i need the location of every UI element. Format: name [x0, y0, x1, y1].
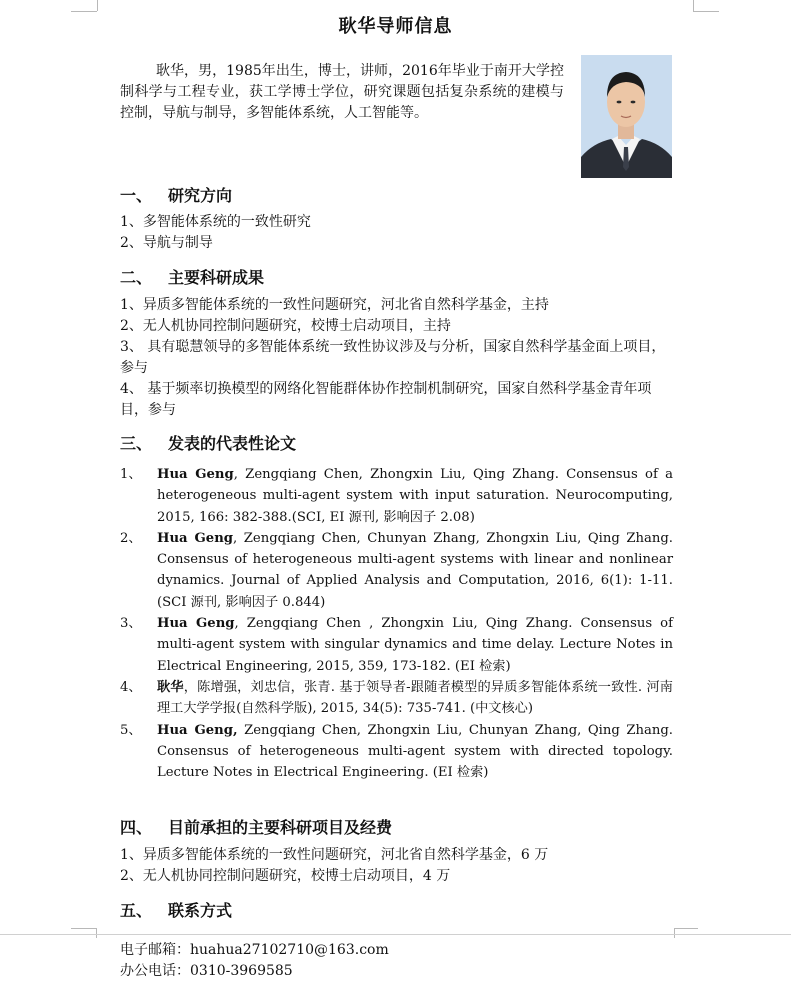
section-number: 二、 — [120, 268, 153, 287]
publication-item — [120, 677, 673, 720]
publication-author: 耿华 — [157, 679, 184, 695]
crop-mark-top-left — [97, 0, 98, 11]
publication-item — [120, 720, 673, 784]
publication-author: Hua Geng — [157, 616, 235, 632]
publication-author: Hua Geng, — [157, 722, 238, 738]
intro-paragraph: 耿华，男，1985年出生，博士，讲师，2016年毕业于南开大学控制科学与工程专业，获工学博士学位，研究课题包括复杂系统的建模与控制，导航与制导，多智能体系统，人工智能等。 — [120, 63, 564, 121]
publication-number: 1、 — [120, 467, 142, 482]
publication-citation: ，陈增强，刘忠信，张青. 基于领导者-跟随者模型的异质多智能体系统一致性. 河南理工大学学报(自然科学版), 2015, 34(5): 735-741. (中文核心) — [157, 679, 673, 717]
portrait-image — [581, 55, 672, 178]
section-title: 目前承担的主要科研项目及经费 — [168, 818, 393, 837]
publication-number: 2、 — [120, 530, 142, 546]
page-break-line — [0, 934, 791, 935]
publication-citation: , Zengqiang Chen, Zhongxin Liu, Qing Zhang. Consensus of a heterogeneous multi-agent system with input saturation. Neurocomputing, 2015, 166: 382-388.(SCI, EI 源刊, 影响因子 2.08) — [157, 467, 673, 525]
section-heading-contact — [120, 898, 232, 921]
achievement-item: 3、 具有聪慧领导的多智能体系统一致性协议涉及与分析，国家自然科学基金面上项目，参与 — [120, 339, 666, 376]
publication-citation: , Zengqiang Chen, Chunyan Zhang, Zhongxin Liu, Qing Zhang. Consensus of heterogeneous multi-agent systems with linear and nonlinear dynamics. Journal of Applied Analysis and Computation, 2016, 6(1): 1-11. (SCI 源刊, 影响因子 0.844) — [157, 530, 673, 610]
section-number: 三、 — [120, 434, 153, 453]
research-item: 2、导航与制导 — [120, 235, 213, 251]
crop-mark-bottom-right — [674, 928, 698, 938]
page-title: 耿华导师信息 — [338, 16, 453, 37]
publication-list — [120, 464, 673, 783]
publication-citation: Zengqiang Chen, Zhongxin Liu, Chunyan Zhang, Qing Zhang. Consensus of heterogeneous multi-agent system with directed topology. Lecture Notes in Electrical Engineering. (EI 检索) — [157, 722, 673, 781]
section-title: 研究方向 — [168, 186, 233, 205]
section-heading-projects — [120, 815, 392, 838]
publication-author: Hua Geng — [157, 467, 234, 482]
project-item: 1、异质多智能体系统的一致性问题研究，河北省自然科学基金，6 万 — [120, 847, 549, 863]
publication-item — [120, 464, 673, 528]
section-title: 发表的代表性论文 — [168, 434, 297, 453]
section-number: 五、 — [120, 901, 153, 920]
publication-item — [120, 528, 673, 613]
contact-email: 电子邮箱：huahua27102710@163.com — [120, 942, 389, 958]
section-title: 联系方式 — [168, 901, 233, 920]
crop-mark-bottom-left — [71, 928, 97, 938]
achievement-item: 1、异质多智能体系统的一致性问题研究，河北省自然科学基金，主持 — [120, 297, 549, 313]
section-heading-research — [120, 183, 232, 206]
research-item: 1、多智能体系统的一致性研究 — [120, 214, 311, 230]
section-heading-papers — [120, 431, 296, 454]
publication-citation: , Zengqiang Chen , Zhongxin Liu, Qing Zhang. Consensus of multi-agent system with singular dynamics and time delay. Lecture Notes in Electrical Engineering, 2015, 359, 173-182. (EI 检索) — [157, 616, 673, 674]
publication-number: 3、 — [120, 616, 142, 632]
publication-author: Hua Geng — [157, 530, 234, 546]
project-item: 2、无人机协同控制问题研究，校博士启动项目，4 万 — [120, 868, 451, 884]
section-heading-achievements — [120, 265, 264, 288]
section-title: 主要科研成果 — [168, 268, 265, 287]
publication-item — [120, 613, 673, 677]
contact-phone: 办公电话：0310-3969585 — [120, 963, 293, 979]
achievement-item: 4、 基于频率切换模型的网络化智能群体协作控制机制研究，国家自然科学基金青年项目，参与 — [120, 381, 652, 418]
achievement-item: 2、无人机协同控制问题研究，校博士启动项目，主持 — [120, 318, 451, 334]
publication-number: 4、 — [120, 679, 142, 695]
crop-mark-top-right — [693, 0, 694, 11]
section-number: 一、 — [120, 186, 153, 205]
section-number: 四、 — [120, 818, 153, 837]
publication-number: 5、 — [120, 722, 142, 738]
portrait-photo — [581, 55, 672, 178]
